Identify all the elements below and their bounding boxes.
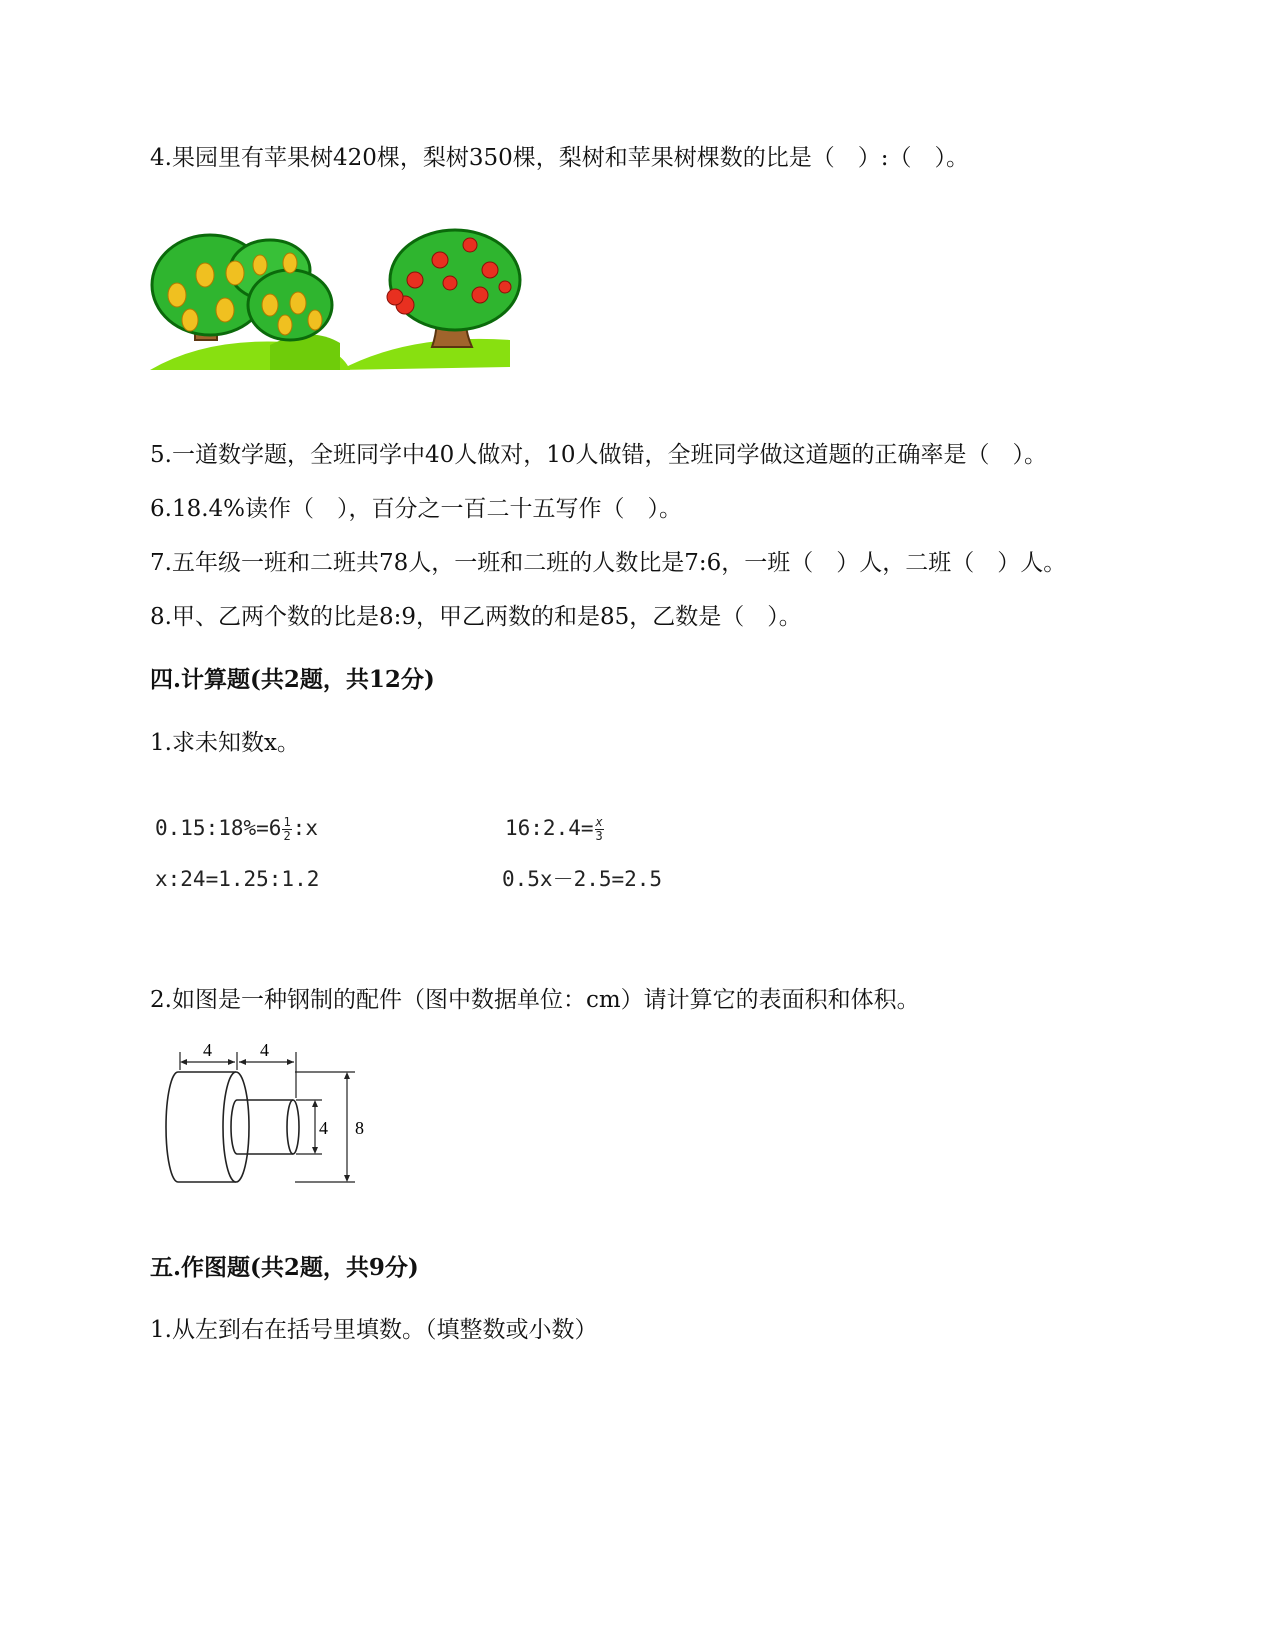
section-4-title: 四.计算题(共2题，共12分) bbox=[150, 666, 435, 693]
equation-1-frac-num: 1 bbox=[283, 814, 291, 829]
equation-3: x:24=1.25:1.2 bbox=[155, 867, 320, 891]
equation-1-fraction bbox=[282, 816, 291, 843]
equation-1 bbox=[155, 815, 318, 843]
dimension-inner-diameter: 4 bbox=[319, 1118, 328, 1138]
pear-trees-picture bbox=[150, 235, 350, 370]
question-4: 4.果园里有苹果树420棵，梨树350棵，梨树和苹果树棵数的比是（ ）:（ ）。 bbox=[150, 145, 969, 171]
equation-1-right: :x bbox=[292, 816, 318, 840]
equation-1-left: 0.15:18%=6 bbox=[155, 816, 282, 840]
section-4-question-1: 1.求未知数x。 bbox=[150, 730, 300, 756]
apple-tree-picture bbox=[340, 230, 520, 370]
dimension-left-width: 4 bbox=[203, 1040, 212, 1060]
question-8: 8.甲、乙两个数的比是8:9，甲乙两数的和是85，乙数是（ ）。 bbox=[150, 604, 802, 630]
steel-fitting-diagram bbox=[150, 1040, 380, 1190]
equation-2-frac-num: x bbox=[595, 814, 603, 829]
question-6: 6.18.4%读作（ ），百分之一百二十五写作（ ）。 bbox=[150, 496, 683, 522]
equation-2-frac-den: 3 bbox=[595, 828, 603, 843]
question-5: 5.一道数学题，全班同学中40人做对，10人做错，全班同学做这道题的正确率是（ ）。 bbox=[150, 442, 1047, 468]
question-7: 7.五年级一班和二班共78人，一班和二班的人数比是7:6，一班（ ）人，二班（ ）人。 bbox=[150, 550, 1067, 576]
dimension-outer-diameter: 8 bbox=[355, 1118, 364, 1138]
dimension-right-width: 4 bbox=[260, 1040, 269, 1060]
section-5-question-1: 1.从左到右在括号里填数。（填整数或小数） bbox=[150, 1317, 598, 1343]
equation-2-left: 16:2.4= bbox=[505, 816, 594, 840]
equation-2-fraction bbox=[595, 816, 604, 843]
trees-illustration bbox=[150, 225, 530, 385]
equation-1-frac-den: 2 bbox=[283, 828, 291, 843]
equation-2 bbox=[505, 815, 605, 843]
section-5-title: 五.作图题(共2题，共9分) bbox=[150, 1254, 419, 1281]
equation-4: 0.5x－2.5=2.5 bbox=[502, 867, 663, 891]
section-4-question-2: 2.如图是一种钢制的配件（图中数据单位：cm）请计算它的表面积和体积。 bbox=[150, 987, 920, 1013]
